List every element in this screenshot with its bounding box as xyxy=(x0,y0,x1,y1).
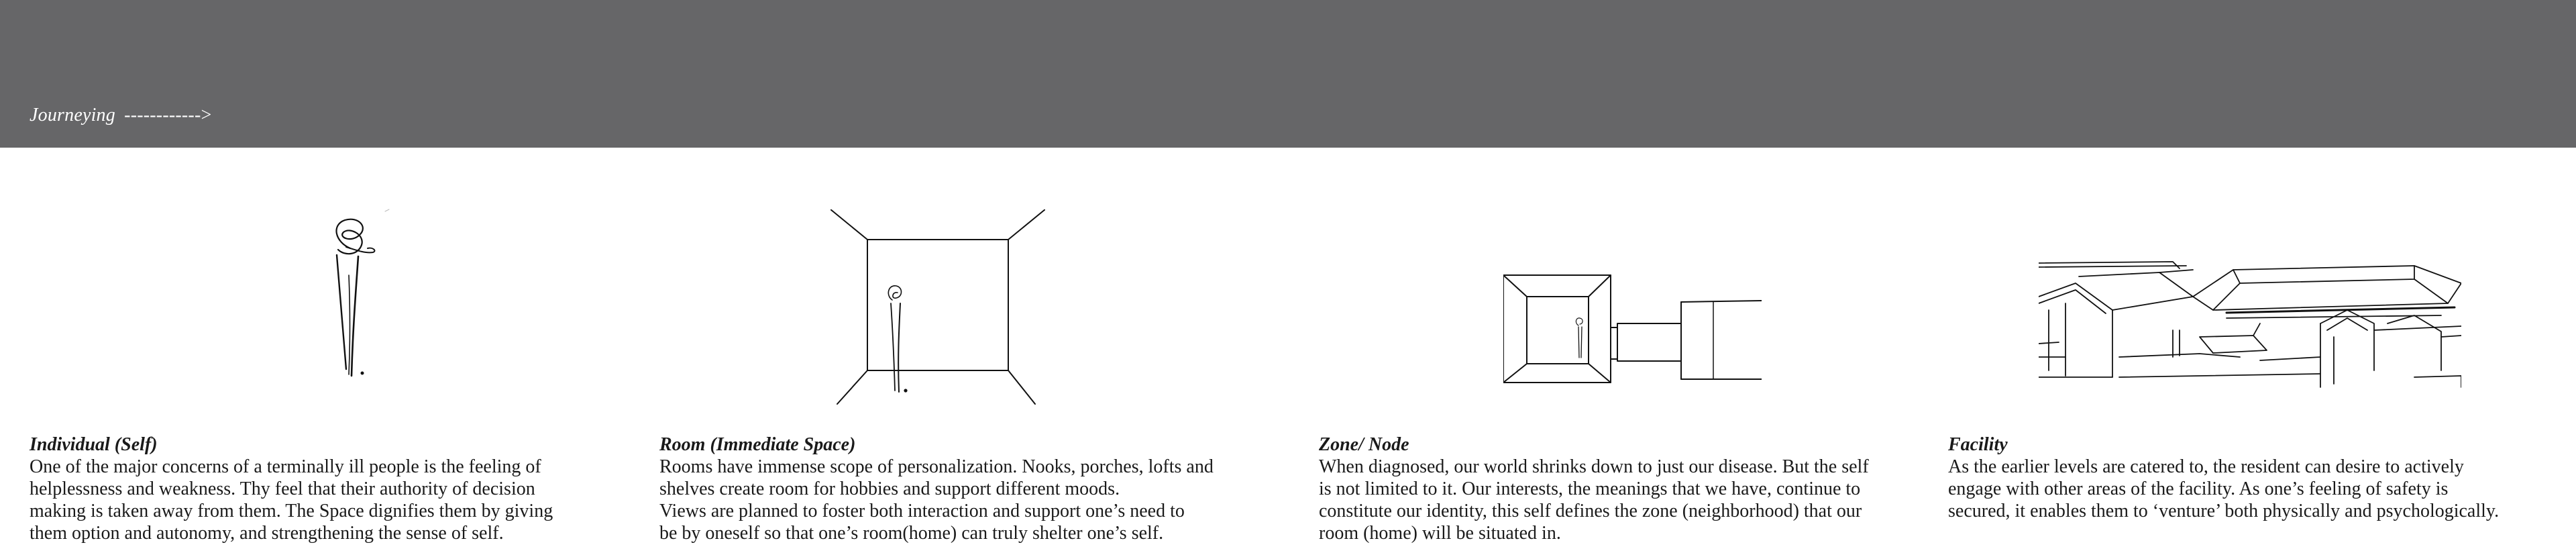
zone-sketch xyxy=(1503,272,1762,389)
column-room xyxy=(659,0,1263,555)
caption-heading: Individual (Self) xyxy=(30,434,158,455)
caption-body: One of the major concerns of a terminally ill people is the feeling of helplessness and weakness. Thy feel that their authority of decision making is taken away from them. The Space dignifies them by giving them option and autonomy, and strengthening the sense of self. xyxy=(30,456,553,544)
room-sketch xyxy=(830,209,1045,408)
caption-body: As the earlier levels are catered to, the resident can desire to actively engage with other areas of the facility. As one’s feeling of safety is secured, it enables them to ‘venture’ both physically and psychologically. xyxy=(1948,456,2500,521)
facility-sketch xyxy=(2039,256,2461,391)
figure-sketch xyxy=(298,208,405,389)
caption-body: When diagnosed, our world shrinks down to just our disease. But the self is not limited to it. Our interests, the meanings that we have, continue to constitute our identity, this self defines the zone (neighborhood) that our room (home) will be situated in. xyxy=(1319,456,1869,544)
title-text: Journeying xyxy=(30,105,115,125)
caption-zone xyxy=(1319,434,1923,544)
caption-heading: Facility xyxy=(1948,434,2008,455)
title-arrow: ------------> xyxy=(124,105,212,125)
caption-room xyxy=(659,434,1263,544)
caption-body: Rooms have immense scope of personalization. Nooks, porches, lofts and shelves create room for hobbies and support different moods. Views are planned to foster both interaction and support one’s need to be by oneself so that one’s room(home) can truly shelter one’s self. xyxy=(659,456,1214,544)
column-individual xyxy=(30,0,633,555)
column-zone xyxy=(1319,0,1923,555)
caption-heading: Zone/ Node xyxy=(1319,434,1409,455)
column-facility xyxy=(1948,0,2552,555)
caption-individual xyxy=(30,434,633,544)
caption-facility xyxy=(1948,434,2552,522)
caption-heading: Room (Immediate Space) xyxy=(659,434,856,455)
